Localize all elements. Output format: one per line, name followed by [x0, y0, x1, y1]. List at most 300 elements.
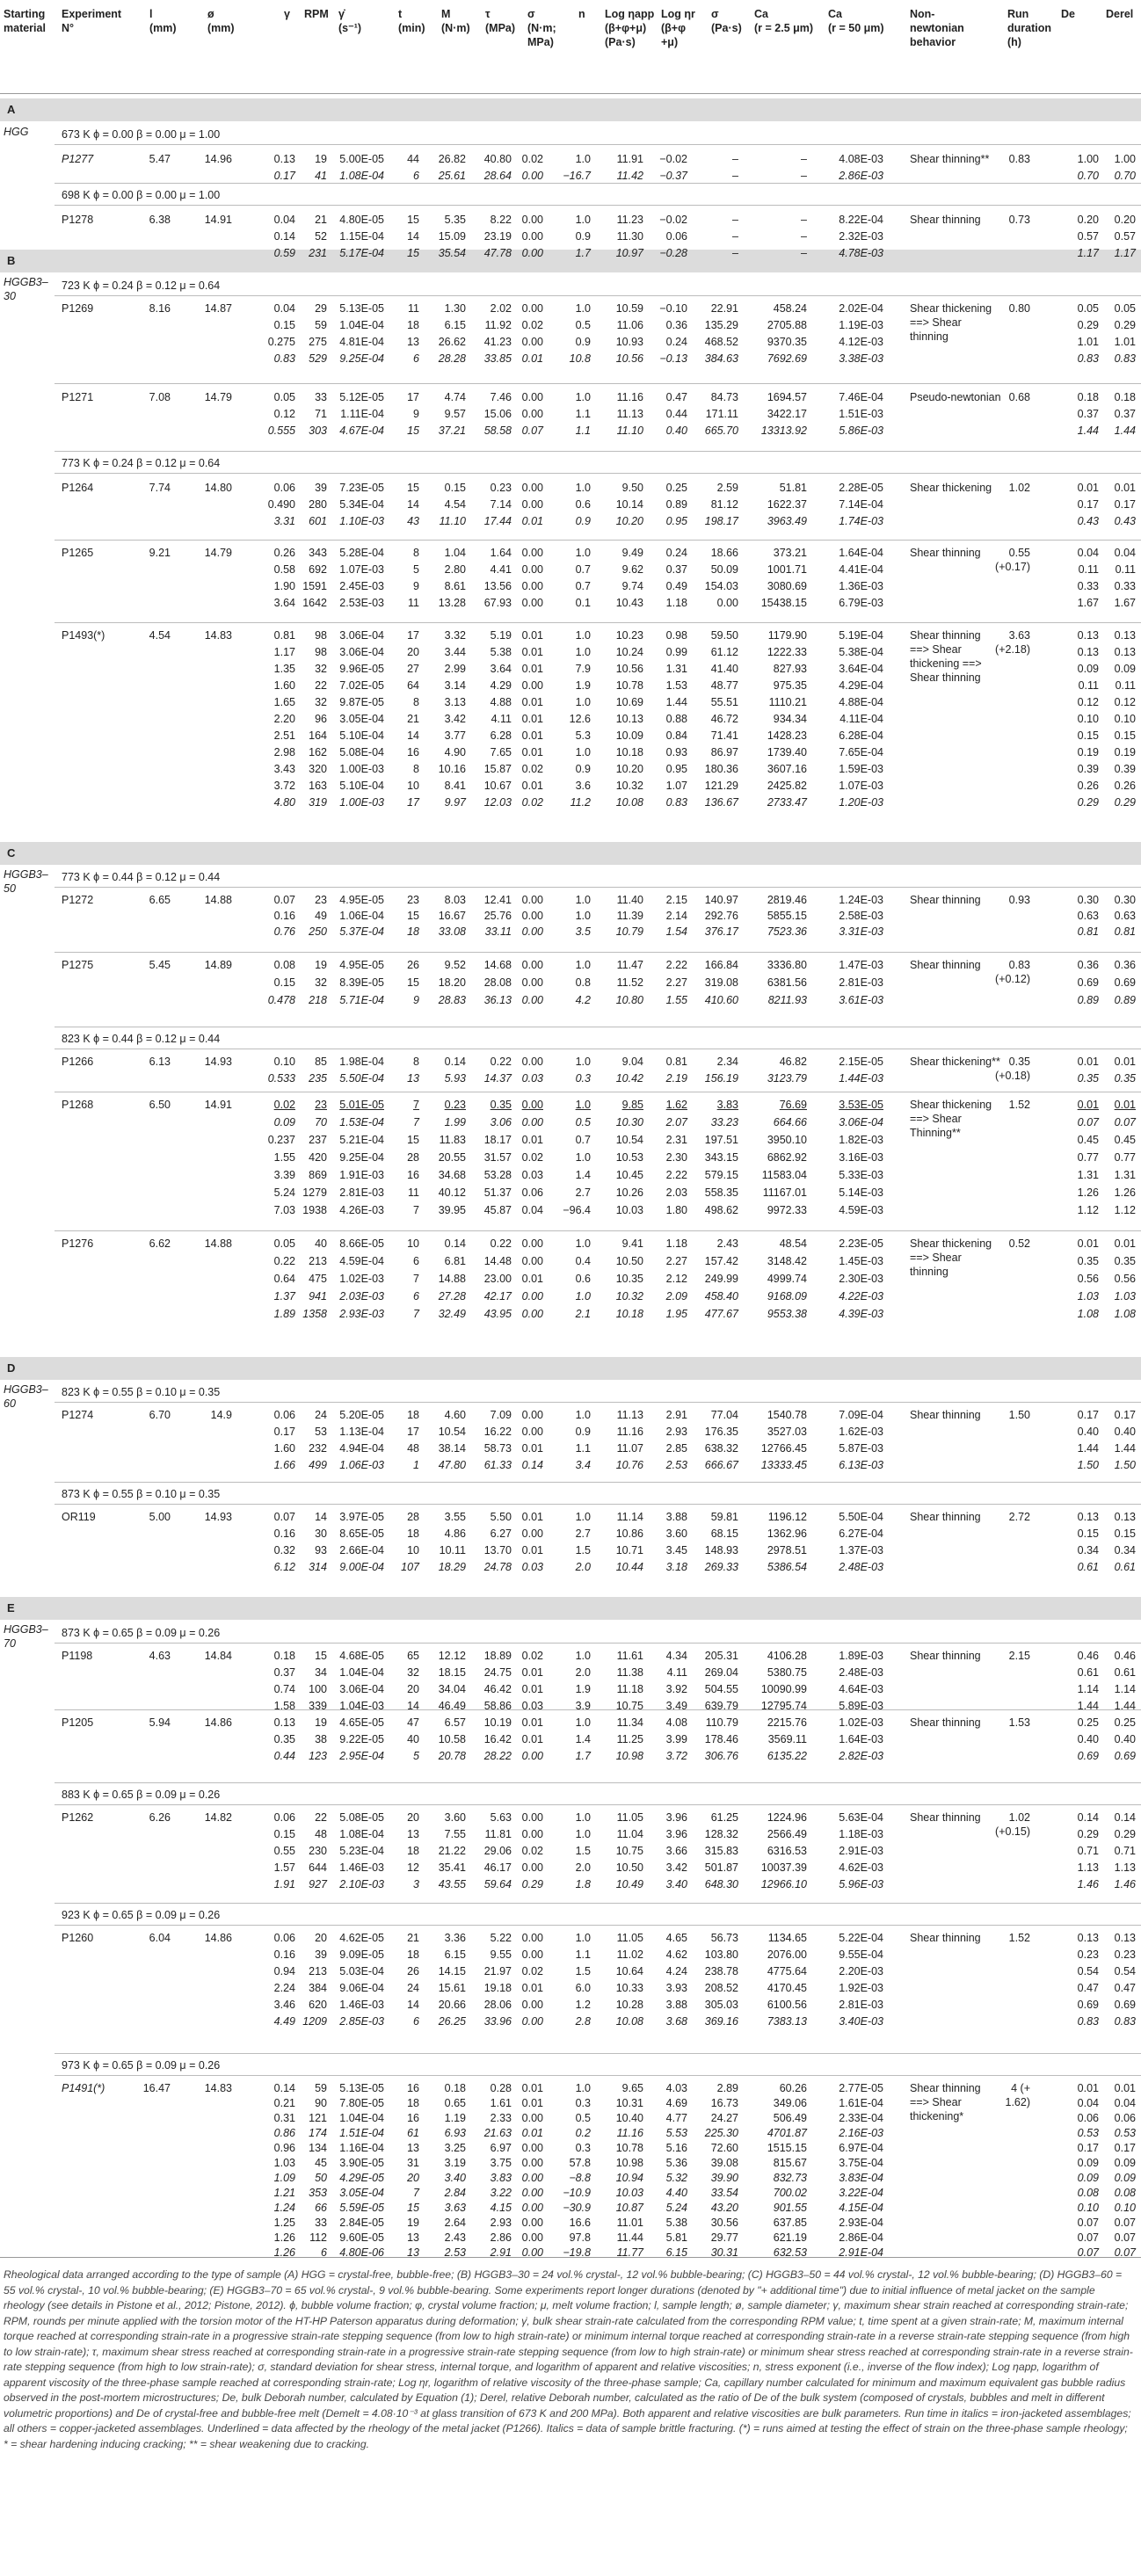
table-cell: 1.53E-04: [339, 1116, 384, 1128]
table-cell: 11.39: [616, 910, 643, 922]
table-cell: 2.1: [575, 1308, 591, 1320]
table-cell: 6: [321, 2246, 327, 2259]
table-cell: 0.05: [273, 1237, 295, 1250]
table-cell: 2.91: [490, 2246, 512, 2259]
table-cell: 13313.92: [760, 424, 807, 437]
table-cell: 11.23: [616, 214, 643, 226]
table-cell: 2.03E-03: [339, 1290, 384, 1303]
table-cell: 2.86E-04: [839, 2231, 883, 2244]
table-cell: 7.65: [490, 746, 512, 758]
table-cell: 1.7: [575, 247, 591, 259]
table-cell: 22: [315, 679, 327, 692]
table-cell-derel: 0.17: [1114, 1409, 1136, 1421]
table-cell-derel: 0.29: [1114, 1828, 1136, 1840]
table-cell: 0.81: [665, 1056, 687, 1068]
table-cell: 3.06E-04: [339, 1683, 384, 1695]
table-cell: 0.06: [273, 1409, 295, 1421]
table-cell: 19: [315, 959, 327, 971]
material-label: HGG: [4, 126, 29, 138]
table-cell: 0.7: [575, 580, 591, 592]
table-cell: 0.00: [521, 2187, 543, 2199]
table-cell: 638.32: [704, 1442, 738, 1455]
table-cell: 6.0: [575, 1982, 591, 1994]
table-cell: 7.65E-04: [839, 746, 883, 758]
table-cell: 10.16: [438, 763, 466, 775]
table-cell: 0.36: [665, 319, 687, 331]
table-cell: 43.20: [710, 2202, 738, 2214]
table-cell: 10.08: [615, 796, 643, 809]
table-cell: 11.01: [616, 2217, 643, 2229]
table-cell: −8.8: [569, 2172, 591, 2184]
sample-length: 7.08: [149, 391, 171, 403]
table-cell: 11.16: [616, 1426, 643, 1438]
table-cell: 1.51E-03: [839, 408, 883, 420]
table-cell: 5.19E-04: [839, 629, 883, 642]
table-cell: 339: [309, 1700, 327, 1712]
table-cell: 4.88E-04: [839, 696, 883, 708]
table-cell: 9: [413, 994, 419, 1006]
table-cell: 1.64E-03: [839, 1733, 883, 1745]
nonnewtonian-behavior: Shear thickening ==> Shear Thinning**: [910, 1099, 992, 1139]
table-cell: 0.23: [444, 1099, 466, 1111]
table-cell: 6100.56: [767, 1999, 807, 2011]
table-cell: 47.78: [483, 247, 512, 259]
table-cell: 0.01: [521, 663, 543, 675]
table-cell: 32: [315, 663, 327, 675]
table-cell: 10.59: [615, 302, 643, 315]
table-cell: 3.92: [665, 1683, 687, 1695]
table-cell: 1.55: [665, 994, 687, 1006]
table-cell: 1.57: [273, 1861, 295, 1874]
table-cell: 2.53: [665, 1459, 687, 1471]
table-cell: 941: [309, 1290, 327, 1303]
table-cell: 0.93: [665, 746, 687, 758]
table-cell: 5.20E-05: [339, 1409, 384, 1421]
table-cell: 314: [309, 1561, 327, 1573]
table-cell: 58.73: [483, 1442, 512, 1455]
table-cell: 15: [407, 1134, 419, 1146]
table-cell: 2.20E-03: [839, 1965, 883, 1977]
table-cell: 3.43: [273, 763, 295, 775]
table-cell: 11.44: [616, 2231, 643, 2244]
table-cell: 18.15: [438, 1666, 466, 1679]
table-cell: 10.03: [615, 1204, 643, 1216]
table-cell: 5380.75: [767, 1666, 807, 1679]
table-cell: 2.93: [490, 2217, 512, 2229]
nonnewtonian-behavior: Shear thinning: [910, 214, 981, 226]
table-cell: 499: [309, 1459, 327, 1471]
table-cell: 0.15: [273, 319, 295, 331]
table-cell: 4.41: [490, 563, 512, 576]
table-cell: 0.2: [575, 2127, 591, 2139]
table-cell: –: [732, 153, 738, 165]
table-cell-derel: 1.12: [1114, 1204, 1136, 1216]
table-cell: 32: [315, 976, 327, 989]
table-cell-derel: 0.14: [1114, 1811, 1136, 1824]
table-cell: 0.69: [1077, 1750, 1099, 1762]
table-cell-derel: 0.71: [1114, 1845, 1136, 1857]
table-cell-derel: 0.61: [1114, 1561, 1136, 1573]
table-cell: 5.38E-04: [839, 646, 883, 658]
table-cell: 8.65E-05: [339, 1527, 384, 1540]
table-cell: 2.0: [575, 1861, 591, 1874]
header-run-duration: Run duration (h): [1007, 8, 1051, 48]
table-cell: 10.54: [438, 1426, 466, 1438]
table-cell: 1.0: [575, 1650, 591, 1662]
sample-length: 6.65: [149, 894, 171, 906]
table-cell: 1.98E-04: [339, 1056, 384, 1068]
table-cell: 2.24: [273, 1982, 295, 1994]
table-cell: 9.49: [621, 547, 643, 559]
table-cell: 15: [407, 482, 419, 494]
table-cell: 648.30: [704, 1878, 738, 1890]
table-cell: 2.03: [665, 1186, 687, 1199]
header-shear-stress: τ (MPa): [485, 8, 516, 34]
table-cell: 19: [315, 153, 327, 165]
table-cell: 0.01: [521, 629, 543, 642]
table-cell: 1540.78: [767, 1409, 807, 1421]
table-cell: 1.46E-03: [339, 1999, 384, 2011]
table-cell: 10.50: [615, 1255, 643, 1267]
table-cell: 15: [407, 976, 419, 989]
table-cell: 0.09: [1077, 2172, 1099, 2184]
table-cell: 3.25: [444, 2142, 466, 2154]
table-cell: 7.80E-05: [339, 2097, 384, 2109]
table-cell: 3.06: [490, 1116, 512, 1128]
table-cell: 3.83: [490, 2172, 512, 2184]
table-cell: 40.80: [483, 153, 512, 165]
table-cell: 343.15: [704, 1151, 738, 1164]
nonnewtonian-behavior: Shear thickening ==> Shear thinning: [910, 302, 992, 343]
table-cell: 232: [309, 1442, 327, 1455]
table-cell: 0.00: [521, 976, 543, 989]
table-cell: 0.35: [490, 1099, 512, 1111]
sample-length: 6.13: [149, 1056, 171, 1068]
table-cell: 0.00: [521, 170, 543, 182]
table-cell: –: [801, 153, 807, 165]
table-cell: 4.80E-05: [339, 214, 384, 226]
table-cell: 468.52: [704, 336, 738, 348]
table-cell: 4.11: [491, 713, 512, 725]
table-cell: –: [732, 230, 738, 243]
sample-diameter: 14.89: [204, 959, 232, 971]
table-cell: 6.97E-04: [839, 2142, 883, 2154]
table-cell: 1224.96: [767, 1811, 807, 1824]
table-cell-derel: 0.10: [1114, 713, 1136, 725]
table-cell: 0.3: [575, 1072, 591, 1085]
table-cell: −96.4: [563, 1204, 591, 1216]
table-cell: 2425.82: [767, 780, 807, 792]
table-cell: 420: [309, 1151, 327, 1164]
table-cell: 46.72: [710, 713, 738, 725]
table-cell: 0.00: [521, 1255, 543, 1267]
table-cell: 1.16E-04: [339, 2142, 384, 2154]
table-cell: 2.30: [665, 1151, 687, 1164]
table-cell: 9168.09: [767, 1290, 807, 1303]
table-cell: 2.59: [716, 482, 738, 494]
table-cell: 3.64: [490, 663, 512, 675]
table-cell: 6862.92: [767, 1151, 807, 1164]
table-cell-derel: 0.13: [1114, 629, 1136, 642]
table-cell: 1.06E-03: [339, 1459, 384, 1471]
table-cell: 4.69: [665, 2097, 687, 2109]
table-cell: 0.01: [1077, 1237, 1099, 1250]
table-cell: 4.08E-03: [839, 153, 883, 165]
table-cell: 0.00: [521, 597, 543, 609]
table-cell: 369.16: [704, 2015, 738, 2028]
condition-label: 973 K ϕ = 0.65 β = 0.09 μ = 0.26: [62, 2059, 221, 2072]
table-cell: 26.82: [438, 153, 466, 165]
table-cell: 1.0: [575, 1056, 591, 1068]
table-cell: 0.23: [1077, 1948, 1099, 1961]
table-cell: 10.03: [615, 2187, 643, 2199]
table-cell: 154.03: [704, 580, 738, 592]
sample-length: 16.47: [142, 2082, 171, 2094]
table-cell: 1.44: [1077, 424, 1099, 437]
table-cell: 0.83: [665, 796, 687, 809]
table-cell: 0.09: [273, 1116, 295, 1128]
table-cell-derel: 0.43: [1114, 515, 1136, 527]
table-cell: 2.93: [665, 1426, 687, 1438]
table-cell: 498.62: [704, 1204, 738, 1216]
table-cell: 13: [407, 1828, 419, 1840]
table-cell-derel: 0.13: [1114, 646, 1136, 658]
table-cell: 0.01: [521, 2097, 543, 2109]
table-cell: 9.50: [621, 482, 643, 494]
table-cell: 0.01: [521, 1733, 543, 1745]
table-cell: 9.85: [621, 1099, 643, 1111]
header-ca-small: Ca (r = 2.5 μm): [754, 8, 814, 34]
table-cell: 934.34: [773, 713, 807, 725]
table-cell: 558.35: [704, 1186, 738, 1199]
table-cell: 35.41: [438, 1861, 466, 1874]
table-cell: 1.89: [273, 1308, 295, 1320]
table-cell: 24.27: [710, 2112, 738, 2124]
table-cell: 11583.04: [761, 1169, 807, 1181]
table-cell: 21.97: [483, 1965, 512, 1977]
table-cell: 9.57: [444, 408, 466, 420]
table-cell: 1.67: [1077, 597, 1099, 609]
table-cell: 12.12: [438, 1650, 466, 1662]
header-n: n: [578, 8, 585, 20]
table-cell: 163: [309, 780, 327, 792]
table-cell-derel: 0.29: [1114, 796, 1136, 809]
table-cell: 81.12: [710, 498, 738, 511]
table-cell-derel: 0.09: [1114, 2157, 1136, 2169]
table-cell: 10.78: [615, 2142, 643, 2154]
table-cell: 0.01: [1077, 1056, 1099, 1068]
table-cell: 3.36: [444, 1932, 466, 1944]
run-duration: 0.52: [1008, 1237, 1030, 1250]
table-cell: 2.15E-05: [839, 1056, 883, 1068]
table-cell: 869: [309, 1169, 327, 1181]
sample-length: 6.38: [149, 214, 171, 226]
table-cell: 5.34E-04: [339, 498, 384, 511]
table-cell: 9.62: [621, 563, 643, 576]
table-cell-derel: 0.39: [1114, 763, 1136, 775]
table-cell: 2705.88: [767, 319, 807, 331]
table-cell: −0.13: [659, 352, 687, 365]
table-cell: 3.93: [665, 1982, 687, 1994]
table-cell: 24.78: [483, 1561, 512, 1573]
table-cell: 61: [407, 2127, 419, 2139]
table-cell: 4170.45: [767, 1982, 807, 1994]
table-cell: 10.35: [615, 1273, 643, 1285]
table-cell: 1.0: [575, 1716, 591, 1729]
table-cell: 0.06: [273, 482, 295, 494]
table-cell: 306.76: [704, 1750, 738, 1762]
table-cell: 14: [407, 1700, 419, 1712]
table-cell: 17: [407, 391, 419, 403]
table-cell: 7.9: [575, 663, 591, 675]
table-cell: 1.37: [273, 1290, 295, 1303]
table-cell: 2.53: [444, 2246, 466, 2259]
table-cell: 0.29: [521, 1878, 543, 1890]
table-cell: 20.78: [438, 1750, 466, 1762]
sample-length: 6.26: [149, 1811, 171, 1824]
table-cell: 0.00: [521, 2246, 543, 2259]
table-cell: 1.0: [575, 302, 591, 315]
table-cell: 0.64: [273, 1273, 295, 1285]
table-cell: 0.3: [575, 2142, 591, 2154]
table-cell: 97.8: [569, 2231, 591, 2244]
table-cell: 0.00: [521, 2231, 543, 2244]
table-cell: 1.0: [575, 2082, 591, 2094]
table-cell: 29.77: [710, 2231, 738, 2244]
table-cell: 0.00: [521, 580, 543, 592]
table-cell: 1.14: [1077, 1683, 1099, 1695]
table-cell: 9.52: [444, 959, 466, 971]
table-cell: 2.33E-04: [839, 2112, 883, 2124]
table-cell: 33.08: [438, 925, 466, 938]
table-cell: 0.04: [521, 1204, 543, 1216]
table-cell-derel: 0.07: [1114, 2217, 1136, 2229]
table-cell: 1279: [302, 1186, 327, 1199]
table-cell: 156.19: [704, 1072, 738, 1085]
table-cell: 123: [309, 1750, 327, 1762]
table-cell-derel: 0.47: [1114, 1982, 1136, 1994]
sample-length: 6.70: [149, 1409, 171, 1421]
table-cell: –: [801, 170, 807, 182]
table-cell: 1.13E-04: [339, 1426, 384, 1438]
table-cell: 1.13: [1077, 1861, 1099, 1874]
table-cell: 4.11: [666, 1666, 687, 1679]
table-cell: 0.00: [521, 2112, 543, 2124]
run-duration: 0.73: [1008, 214, 1030, 226]
table-cell: 1.37E-03: [839, 1544, 883, 1556]
table-cell: 11.52: [616, 976, 643, 989]
header-sigma-nm: σ (N·m; MPa): [527, 8, 556, 48]
experiment-id: P1274: [62, 1409, 94, 1421]
table-cell: 5.10E-04: [339, 780, 384, 792]
table-cell: 23: [407, 894, 419, 906]
sample-length: 7.74: [149, 482, 171, 494]
condition-label: 873 K ϕ = 0.55 β = 0.10 μ = 0.35: [62, 1488, 221, 1500]
table-cell: 1.62E-03: [839, 1426, 883, 1438]
condition-label: 823 K ϕ = 0.44 β = 0.12 μ = 0.44: [62, 1033, 221, 1045]
experiment-id: P1493(*): [62, 629, 105, 642]
table-cell: 2.85: [665, 1442, 687, 1455]
table-cell: 10.54: [615, 1134, 643, 1146]
header-nonnewtonian: Non- newtonian behavior: [910, 8, 964, 48]
table-cell: 100: [309, 1683, 327, 1695]
table-cell: 8.03: [444, 894, 466, 906]
table-cell: 2.84: [444, 2187, 466, 2199]
table-cell: 31.57: [483, 1151, 512, 1164]
table-cell: −0.02: [659, 153, 687, 165]
table-cell: 3.83: [716, 1099, 738, 1111]
table-cell: 32.49: [438, 1308, 466, 1320]
material-label: HGGB3– 60: [4, 1383, 48, 1410]
table-cell: 0.5: [575, 319, 591, 331]
table-cell: 61.12: [710, 646, 738, 658]
table-cell: 0.06: [273, 1932, 295, 1944]
table-cell: 11.61: [616, 1650, 643, 1662]
table-cell: 1.0: [575, 696, 591, 708]
table-cell: 5.96E-03: [839, 1878, 883, 1890]
table-cell: 5.08E-04: [339, 746, 384, 758]
table-cell: 2.32E-03: [839, 230, 883, 243]
table-cell: 18: [407, 2097, 419, 2109]
table-cell: 14.88: [438, 1273, 466, 1285]
table-cell: 10.98: [615, 2157, 643, 2169]
table-cell: 6.93: [444, 2127, 466, 2139]
header-log-eta-r: Log ηr (β+φ +μ): [661, 8, 695, 48]
table-cell: 4.74: [444, 391, 466, 403]
table-cell: 0.17: [273, 1426, 295, 1438]
table-cell: 0.17: [1077, 2142, 1099, 2154]
sample-diameter: 14.93: [204, 1511, 232, 1523]
table-cell: 2.66E-04: [339, 1544, 384, 1556]
table-cell: 21.63: [483, 2127, 512, 2139]
table-cell: 1.21: [273, 2187, 295, 2199]
table-cell: 39.08: [710, 2157, 738, 2169]
table-cell: 1.95: [665, 1308, 687, 1320]
table-cell: 0.29: [1077, 319, 1099, 331]
table-cell: 0.09: [1077, 2157, 1099, 2169]
table-cell: 10.67: [483, 780, 512, 792]
sample-diameter: 14.91: [204, 1099, 232, 1111]
table-cell-derel: 0.23: [1114, 1948, 1136, 1961]
table-cell: 3.88: [665, 1511, 687, 1523]
table-cell: 2.22: [665, 959, 687, 971]
table-cell: 30.56: [710, 2217, 738, 2229]
table-cell: 0.12: [273, 408, 295, 420]
table-cell: 136.67: [704, 796, 738, 809]
table-cell: 13.70: [483, 1544, 512, 1556]
table-cell: 39: [315, 1948, 327, 1961]
table-cell: 644: [309, 1861, 327, 1874]
table-cell: 10.23: [615, 629, 643, 642]
table-cell: 23: [315, 1099, 327, 1111]
table-cell: 1.8: [575, 1878, 591, 1890]
table-cell: 24.75: [483, 1666, 512, 1679]
table-cell: 4.08: [665, 1716, 687, 1729]
table-cell: 1.60: [273, 1442, 295, 1455]
table-cell: 1.18E-03: [839, 1828, 883, 1840]
table-cell: 3336.80: [767, 959, 807, 971]
table-cell: 2.7: [575, 1186, 591, 1199]
table-cell: 3.96: [665, 1811, 687, 1824]
table-cell: 0.13: [273, 153, 295, 165]
table-cell: 166.84: [704, 959, 738, 971]
table-cell: 0.01: [521, 1134, 543, 1146]
table-cell: 10.18: [615, 746, 643, 758]
table-cell: 8.39E-05: [339, 976, 384, 989]
table-cell: 38: [315, 1733, 327, 1745]
table-cell: 1.35: [273, 663, 295, 675]
table-cell: 57.8: [569, 2157, 591, 2169]
